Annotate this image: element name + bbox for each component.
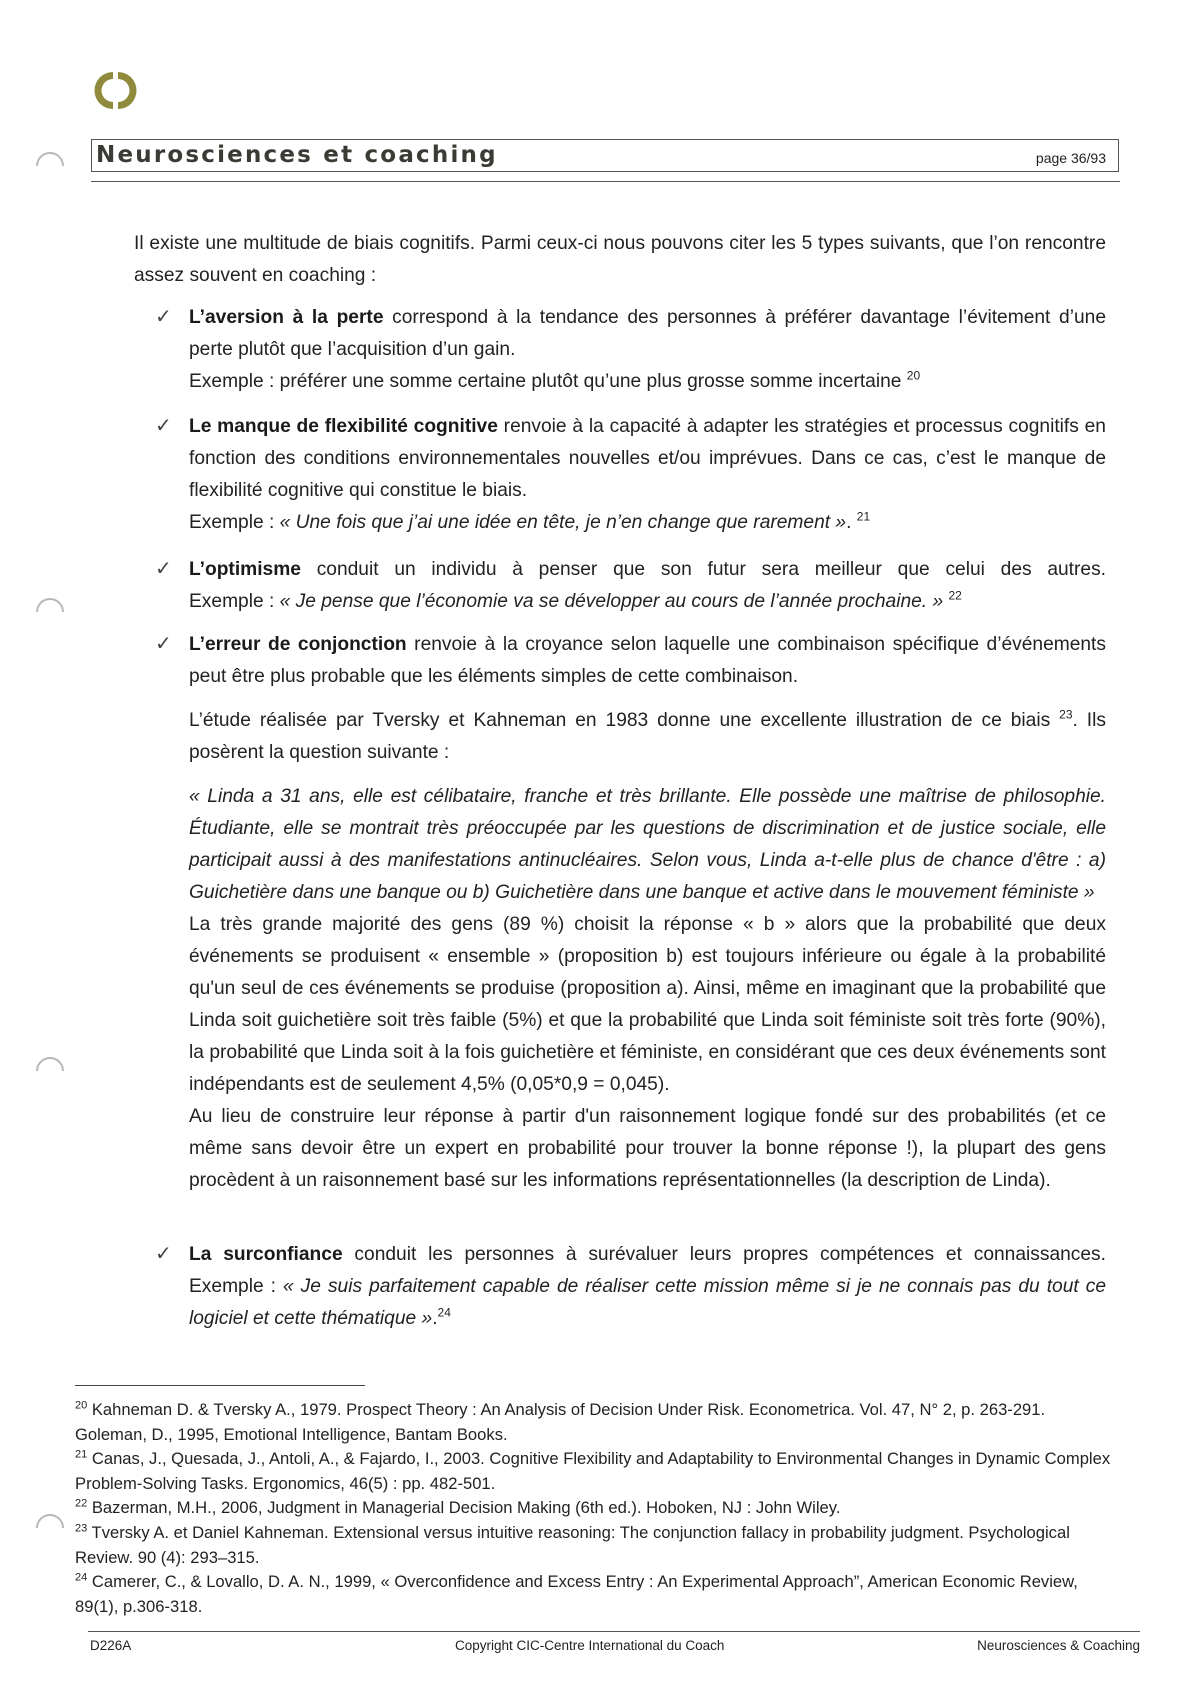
- study-intro: L’étude réalisée par Tversky et Kahneman en 1983 donne une excellente illustration de ce biais: [189, 710, 1060, 731]
- footnote-text: Tversky A. et Daniel Kahneman. Extensional versus intuitive reasoning: The conjunction fallacy in probability judgment. Psychological Review. 90 (4): 293–315.: [75, 1522, 1070, 1567]
- footer-title: Neurosciences & Coaching: [977, 1638, 1140, 1653]
- checkmark-icon: ✓: [155, 1243, 172, 1265]
- footer-doc-code: D226A: [90, 1638, 132, 1653]
- punch-hole-icon: [34, 138, 66, 170]
- footnotes: [75, 1398, 1115, 1619]
- footnote-number: 23: [75, 1522, 88, 1535]
- example-text: « Une fois que j’ai une idée en tête, je n’en change que rarement »: [279, 512, 847, 533]
- footnote-ref[interactable]: 24: [437, 1305, 451, 1320]
- bullet-term: La surconfiance: [189, 1244, 343, 1265]
- footnote-text: Camerer, C., & Lovallo, D. A. N., 1999, « Overconfidence and Excess Entry : An Experimental Approach”, American Economic Review, 89(1), p.306-318.: [75, 1572, 1078, 1616]
- example-suffix: .: [432, 1308, 438, 1329]
- bullet-text: renvoie à la croyance selon laquelle une combinaison spécifique d’événements peut être plus probable que les éléments simples de cette combinaison.: [189, 634, 1106, 687]
- bullet-text: correspond à la tendance des personnes à préférer davantage l’évitement d’une perte plutôt que l’acquisition d’un gain.: [189, 307, 1106, 360]
- bullet-text: conduit les personnes à surévaluer leurs propres compétences et connaissances.: [342, 1244, 1106, 1265]
- linda-quote: « Linda a 31 ans, elle est célibataire, franche et très brillante. Elle possède une maîtrise de philosophie. Étudiante, elle se montrait très préoccupée par les questions de discrimination et de justice sociale, elle participait aussi à des manifestations antinucléaires. Selon vous, Linda a-t-elle plus de chance d'être : a) Guichetière dans une banque ou b) Guichetière dans une banque et active dans le mouvement féministe »: [189, 786, 1106, 903]
- footnote-item: [75, 1496, 1115, 1521]
- punch-hole-icon: [34, 584, 66, 616]
- footnote-ref[interactable]: 23: [1059, 707, 1073, 722]
- footnote-number: 21: [75, 1448, 88, 1461]
- footnote-text: Kahneman D. & Tversky A., 1979. Prospect Theory : An Analysis of Decision Under Risk. Econometrica. Vol. 47, N° 2, p. 263-291. Goleman, D., 1995, Emotional Intelligence, Bantam Books.: [75, 1400, 1046, 1444]
- checkmark-icon: ✓: [155, 558, 172, 580]
- footnote-ref[interactable]: 22: [948, 588, 962, 603]
- footer-copyright: Copyright CIC-Centre International du Coach: [455, 1638, 725, 1653]
- bullet-conjunction-fallacy: [189, 629, 1106, 1197]
- example-text: « Je pense que l’économie va se développer au cours de l’année prochaine. »: [279, 591, 949, 612]
- analysis-paragraph: La très grande majorité des gens (89 %) choisit la réponse « b » alors que la probabilité que deux événements se produisent « ensemble » (proposition b) est toujours inférieure ou égale à la probabilité qu'un seul de ces événements se produise (proposition a). Ainsi, même en imaginant que la probabilité que Linda soit guichetière soit très faible (5%) et que la probabilité que Linda soit féministe soit très forte (90%), la probabilité que Linda soit à la fois guichetière et féministe, en considérant que ces deux événements sont indépendants est de seulement 4,5% (0,05*0,9 = 0,045).: [189, 914, 1106, 1095]
- punch-hole-icon: [34, 1043, 66, 1075]
- footnote-item: [75, 1447, 1115, 1496]
- bullet-term: L’erreur de conjonction: [189, 634, 407, 655]
- intro-paragraph: Il existe une multitude de biais cognitifs. Parmi ceux-ci nous pouvons citer les 5 types suivants, que l’on rencontre assez souvent en coaching :: [134, 233, 1106, 286]
- bullet-cognitive-flexibility: [189, 411, 1106, 539]
- example-text: préférer une somme certaine plutôt qu’une plus grosse somme incertaine: [279, 371, 907, 392]
- bullet-loss-aversion: [189, 302, 1106, 398]
- footnote-divider: [75, 1385, 365, 1386]
- footer-divider: [88, 1631, 1140, 1632]
- footnote-ref[interactable]: 20: [906, 368, 921, 383]
- page-number: page 36/93: [1035, 150, 1106, 166]
- cic-logo-icon: [93, 68, 138, 113]
- footnote-text: Canas, J., Quesada, J., Antoli, A., & Fajardo, I., 2003. Cognitive Flexibility and Adaptability to Environmental Changes in Dynamic Complex Problem-Solving Tasks. Ergonomics, 46(5) : pp. 482-501.: [75, 1449, 1111, 1493]
- example-label: Exemple :: [189, 512, 280, 533]
- bullet-text: conduit un individu à penser que son futur sera meilleur que celui des autres.: [300, 559, 1106, 580]
- checkmark-icon: ✓: [155, 633, 172, 655]
- checkmark-icon: ✓: [155, 306, 172, 328]
- bullet-term: L’aversion à la perte: [189, 307, 384, 328]
- study-intro-end: . Ils posèrent la question suivante :: [189, 710, 1106, 763]
- header-divider: [91, 181, 1120, 182]
- footnote-text: Bazerman, M.H., 2006, Judgment in Managerial Decision Making (6th ed.). Hoboken, NJ : John Wiley.: [87, 1498, 841, 1518]
- conclusion-paragraph: Au lieu de construire leur réponse à partir d'un raisonnement logique fondé sur des probabilités (et ce même sans devoir être un expert en probabilité pour trouver la bonne réponse !), la plupart des gens procèdent à un raisonnement basé sur les informations représentationnelles (la description de Linda).: [189, 1106, 1106, 1191]
- example-label: Exemple :: [189, 1276, 283, 1297]
- footnote-number: 20: [75, 1399, 88, 1412]
- bullet-term: L’optimisme: [189, 559, 301, 580]
- punch-hole-icon: [34, 1500, 66, 1532]
- document-title: Neurosciences et coaching: [96, 142, 498, 168]
- bullet-optimism: [189, 554, 1106, 618]
- footnote-item: [75, 1570, 1115, 1619]
- footnote-ref[interactable]: 21: [856, 509, 871, 524]
- checkmark-icon: ✓: [155, 415, 172, 437]
- page-header: [91, 139, 1119, 172]
- bullet-overconfidence: [189, 1239, 1106, 1335]
- footnote-item: [75, 1398, 1115, 1447]
- example-label: Exemple :: [189, 371, 280, 392]
- footnote-number: 24: [75, 1571, 88, 1584]
- example-text: « Je suis parfaitement capable de réaliser cette mission même si je ne connais pas du tout ce logiciel et cette thématique »: [189, 1276, 1106, 1329]
- footnote-item: [75, 1521, 1115, 1570]
- footnote-number: 22: [75, 1497, 88, 1510]
- example-suffix: .: [846, 512, 857, 533]
- example-label: Exemple :: [189, 591, 280, 612]
- bullet-text: renvoie à la capacité à adapter les stratégies et processus cognitifs en fonction des conditions environnementales nouvelles et/ou imprévues. Dans ce cas, c’est le manque de flexibilité cognitive qui constitue le biais.: [189, 416, 1106, 501]
- bullet-term: Le manque de flexibilité cognitive: [189, 416, 498, 437]
